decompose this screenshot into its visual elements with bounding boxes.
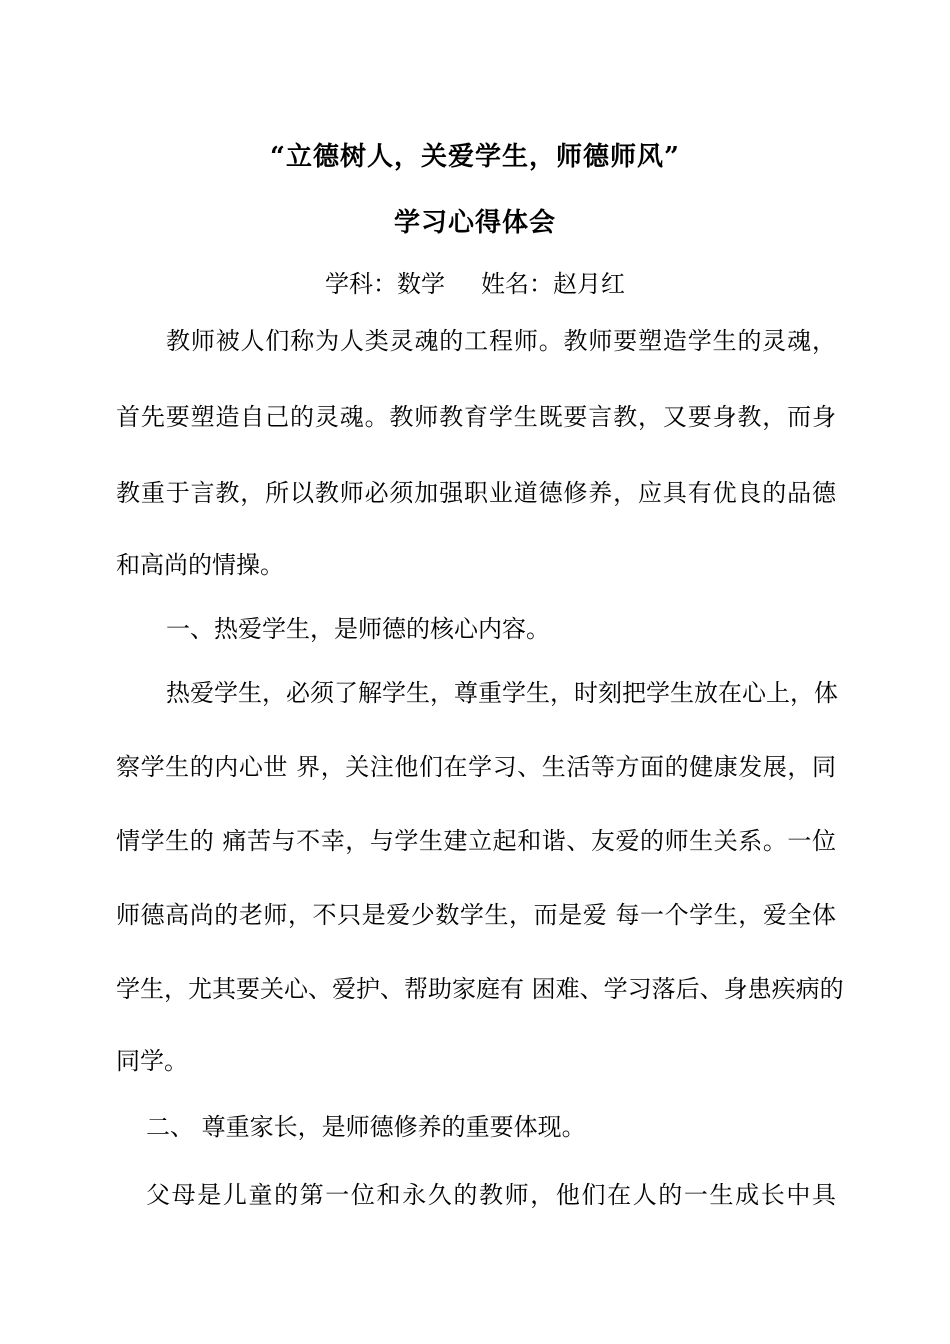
body-line: 教师被人们称为人类灵魂的工程师。教师要塑造学生的灵魂， (166, 327, 836, 355)
body-line: 教重于言教，所以教师必须加强职业道德修养，应具有优良的品德 (116, 479, 836, 507)
body-line: 同学。 (116, 1047, 188, 1075)
subject-label: 学科：数学 (325, 270, 445, 298)
body-line: 察学生的内心世 界，关注他们在学习、生活等方面的健康发展，同 (116, 753, 836, 781)
body-line: 父母是儿童的第一位和永久的教师，他们在人的一生成长中具 (146, 1181, 836, 1209)
body-line: 情学生的 痛苦与不幸，与学生建立起和谐、友爱的师生关系。一位 (116, 827, 836, 855)
body-line: 师德高尚的老师，不只是爱少数学生，而是爱 每一个学生，爱全体 (116, 901, 836, 929)
body-line: 和高尚的情操。 (116, 551, 284, 579)
author-name: 姓名：赵月红 (481, 270, 625, 298)
body-line: 热爱学生，必须了解学生，尊重学生，时刻把学生放在心上，体 (166, 679, 838, 707)
section-heading: 一、热爱学生，是师德的核心内容。 (166, 615, 550, 643)
body-line: 学生，尤其要关心、爱护、帮助家庭有 困难、学习落后、身患疾病的 (116, 975, 844, 1003)
section-heading: 二、 尊重家长，是师德修养的重要体现。 (146, 1113, 586, 1141)
body-line: 首先要塑造自己的灵魂。教师教育学生既要言教，又要身教，而身 (116, 403, 836, 431)
document-title: “立德树人，关爱学生，师德师风” (270, 142, 680, 172)
author-info (0, 264, 950, 299)
document-subtitle: 学习心得体会 (393, 208, 556, 238)
